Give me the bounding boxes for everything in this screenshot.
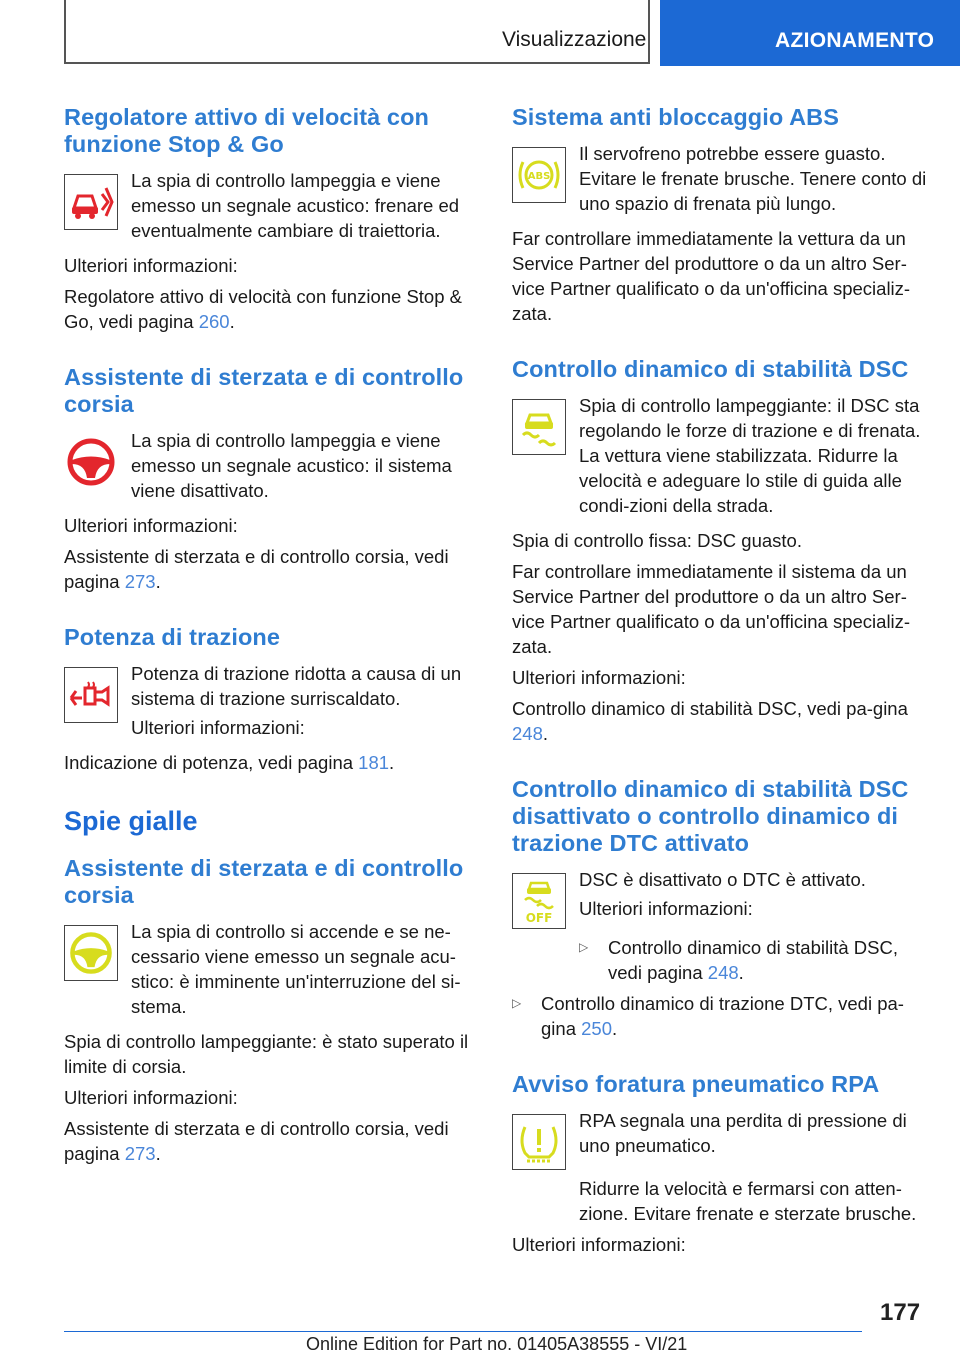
page-link[interactable]: 273 (124, 571, 156, 592)
header-tab-label: AZIONAMENTO (775, 29, 935, 52)
section-title: Potenza di trazione (64, 624, 281, 650)
section-title: Controllo dinamico di stabilità DSC disattivato o controllo dinamico di trazione DTC attivato (512, 776, 909, 856)
warning-text: Spia di controllo lampeggiante: il DSC sta regolando le forze di trazione e di frenata. La vettura viene stabilizzata. Ridurre la velocità e adeguare lo stile di guida alle condi-zioni della strada. (579, 395, 921, 516)
more-info-label: Ulteriori informazioni: (64, 255, 238, 276)
warning-text: DSC è disattivato o DTC è attivato. (579, 869, 866, 890)
page-link[interactable]: 260 (198, 311, 230, 332)
more-info-label: Ulteriori informazioni: (579, 898, 753, 919)
warning-text: La spia di controllo lampeggia e viene emesso un segnale acustico: il sistema viene disattivato. (131, 430, 452, 501)
more-info-label: Ulteriori informazioni: (512, 667, 686, 688)
warning-block (64, 168, 484, 247)
triangle-bullet-icon: ▷ (579, 940, 589, 954)
page-link[interactable]: 250 (581, 1018, 612, 1039)
blink-text: Spia di controllo lampeggiante: è stato superato il limite di corsia. (64, 1031, 469, 1077)
footer-edition: Online Edition for Part no. 01405A38555 - VI/21 (306, 1334, 688, 1354)
section-lane-assist-yellow (64, 855, 484, 1166)
footer-divider (64, 1331, 862, 1332)
section-traction-power (64, 624, 484, 775)
section-lane-assist-red (64, 364, 484, 594)
body-text: Far controllare immediatamente la vettura da un Service Partner del produttore o da un altro Ser-vice Partner qualificato o da un'officina specializ-zata. (512, 228, 911, 324)
header-section-label: Visualizzazione (502, 28, 647, 51)
warning-text: La spia di controllo lampeggia e viene emesso un segnale acustico: frenare ed eventualmente cambiare di traiettoria. (131, 170, 460, 241)
reference-text: Assistente di sterzata e di controllo corsia, vedi pagina 273. (64, 1118, 449, 1164)
warning-text: La spia di controllo si accende e se ne-cessario viene emesso un segnale acu-stico: è imminente un'interruzione del si-stema. (131, 921, 461, 1017)
right-column (512, 104, 932, 1287)
triangle-bullet-icon: ▷ (512, 996, 522, 1010)
section-abs (512, 104, 932, 326)
warning-block (512, 393, 932, 522)
reference-text: Assistente di sterzata e di controllo corsia, vedi pagina 273. (64, 546, 449, 592)
warning-block (512, 141, 932, 220)
body-text: Far controllare immediatamente il sistema da un Service Partner del produttore o da un altro Ser-vice Partner qualificato o da un'officina specializ-zata. (512, 561, 911, 657)
reference-text: Regolatore attivo di velocità con funzione Stop & Go, vedi pagina 260. (64, 286, 462, 332)
more-info-label: Ulteriori informazioni: (131, 717, 305, 738)
section-rpa (512, 1071, 932, 1257)
left-column (64, 104, 484, 1196)
page-link[interactable]: 181 (358, 752, 390, 773)
warning-block (512, 1108, 932, 1170)
traction-power-icon (64, 667, 118, 723)
warning-block (512, 867, 932, 929)
warning-text: Il servofreno potrebbe essere guasto. Evitare le frenate brusche. Tenere conto di uno spazio di frenata più lungo. (579, 143, 927, 214)
steering-wheel-red-icon (64, 434, 118, 490)
dsc-icon (512, 399, 566, 455)
reference-text: Indicazione di potenza, vedi pagina 181. (64, 752, 395, 773)
section-title: Controllo dinamico di stabilità DSC (512, 356, 909, 382)
section-title: Sistema anti bloccaggio ABS (512, 104, 839, 130)
warning-block (64, 919, 484, 1023)
more-info-label: Ulteriori informazioni: (512, 1234, 686, 1255)
section-dsc-off (512, 776, 932, 1041)
fixed-light-text: Spia di controllo fissa: DSC guasto. (512, 530, 802, 551)
more-info-label: Ulteriori informazioni: (64, 515, 238, 536)
yellow-lights-heading: Spie gialle (64, 806, 198, 836)
warning-block (64, 661, 484, 744)
section-title: Assistente di sterzata e di controllo corsia (64, 855, 464, 908)
section-dsc (512, 356, 932, 746)
list-item: ▷ Controllo dinamico di trazione DTC, vedi pa-gina 250. (512, 993, 904, 1039)
page-link[interactable]: 273 (124, 1143, 156, 1164)
list-item: ▷ Controllo dinamico di stabilità DSC, vedi pagina 248. (579, 937, 898, 983)
warning-text: RPA segnala una perdita di pressione di uno pneumatico. (579, 1110, 907, 1156)
page-link[interactable]: 248 (512, 723, 543, 744)
warning-text-continued: Ridurre la velocità e fermarsi con atten-zione. Evitare frenate e sterzate brusche. (579, 1178, 917, 1224)
tire-pressure-icon (512, 1114, 566, 1170)
header-tab-azionamento[interactable] (660, 0, 960, 66)
warning-block (64, 428, 484, 507)
abs-icon (512, 147, 566, 203)
dsc-off-icon (512, 873, 566, 929)
distance-warning-icon (64, 174, 118, 230)
reference-text: Controllo dinamico di stabilità DSC, vedi pa-gina 248. (512, 698, 908, 744)
section-stop-go (64, 104, 484, 334)
section-title: Avviso foratura pneumatico RPA (512, 1071, 880, 1097)
steering-wheel-yellow-icon (64, 925, 118, 981)
section-title: Assistente di sterzata e di controllo corsia (64, 364, 464, 417)
more-info-label: Ulteriori informazioni: (64, 1087, 238, 1108)
svg-text:OFF: OFF (525, 911, 553, 925)
page-number: 177 (880, 1299, 921, 1326)
svg-text:ABS: ABS (527, 171, 551, 182)
page-link[interactable]: 248 (707, 962, 739, 983)
warning-text: Potenza di trazione ridotta a causa di un sistema di trazione surriscaldato. (131, 663, 462, 709)
section-title: Regolatore attivo di velocità con funzione Stop & Go (64, 104, 430, 157)
